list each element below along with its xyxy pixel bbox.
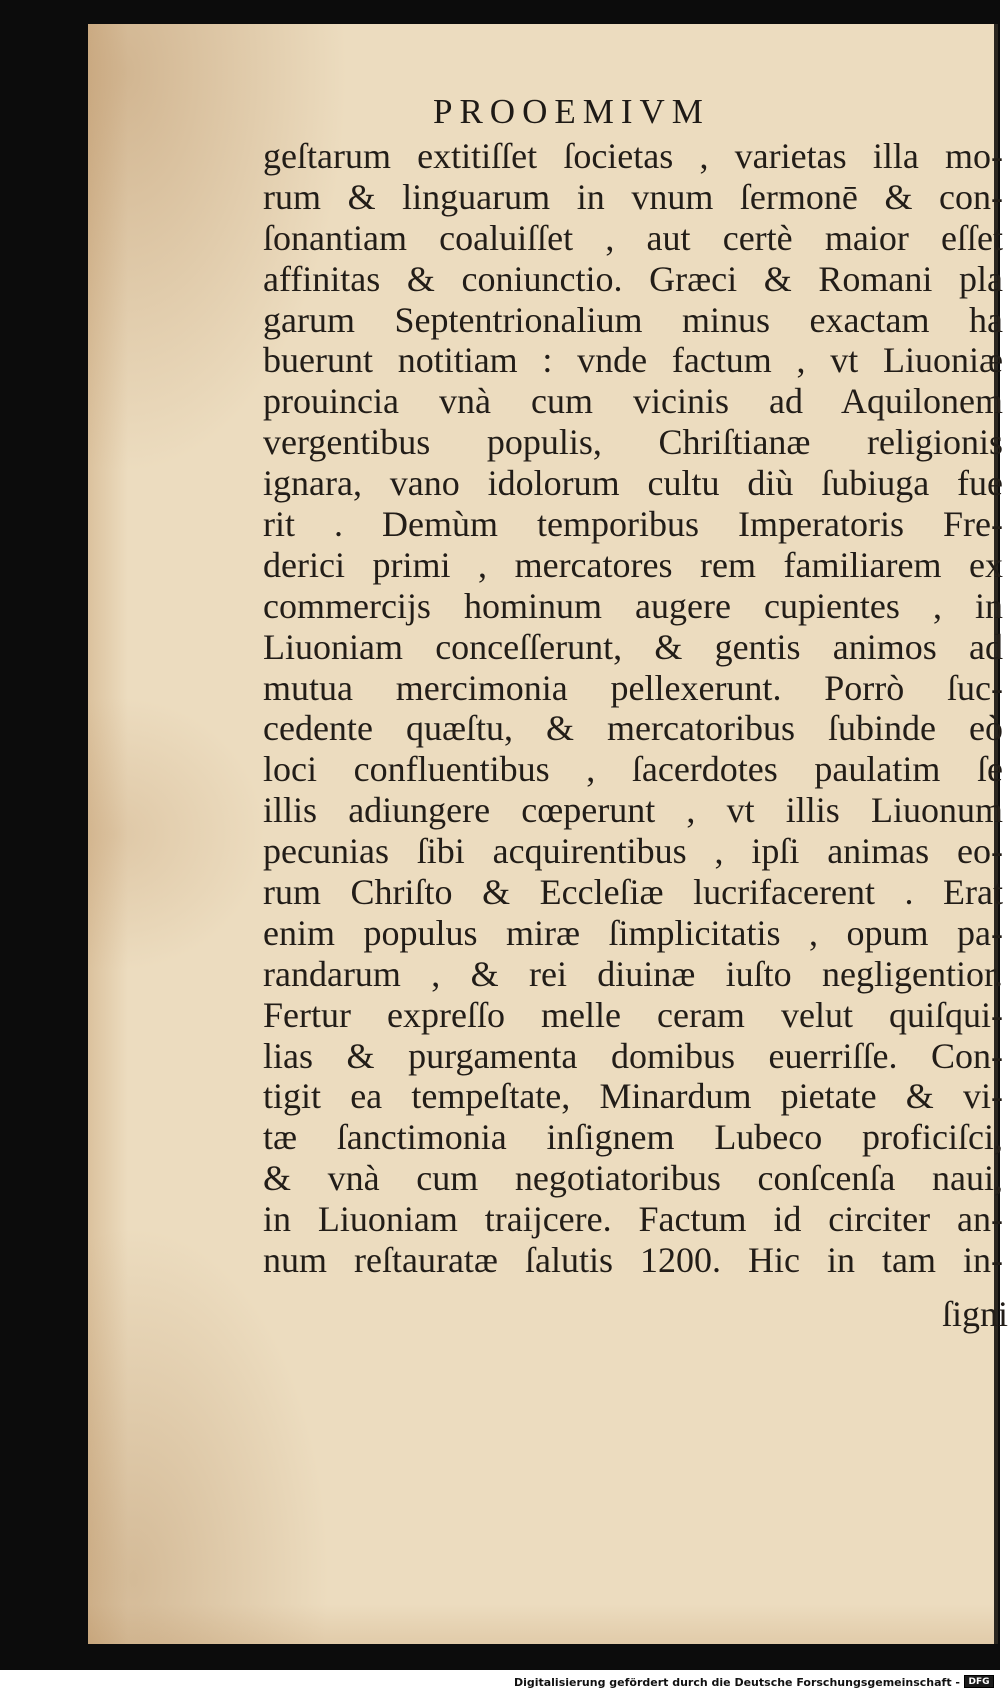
text-line: Liuoniam conceſſerunt, & gentis animos ad (263, 626, 1003, 667)
text-line: commercijs hominum augere cupientes , in (263, 585, 1003, 626)
text-line: affinitas & coniunctio. Græci & Romani pla (263, 258, 1003, 299)
text-line: rum Chriſto & Eccleſiæ lucrifacerent . Erat (263, 872, 1003, 913)
text-line: buerunt notitiam : vnde factum , vt Liuoniæ (263, 340, 1003, 381)
text-line: rum & linguarum in vnum ſermonē & con- (263, 176, 1003, 217)
text-line: loci confluentibus , ſacerdotes paulatim ſe (263, 749, 1003, 790)
text-line: ſonantiam coaluiſſet , aut certè maior eſſet (263, 217, 1003, 258)
text-line: Fertur expreſſo melle ceram velut quiſqui- (263, 994, 1003, 1035)
text-line: num reſtauratæ ſalutis 1200. Hic in tam in- (263, 1240, 1003, 1281)
dfg-logo: DFG (964, 1675, 994, 1688)
running-head: PROOEMIVM (433, 92, 710, 131)
text-line: ignara, vano idolorum cultu diù ſubiuga fue (263, 463, 1003, 504)
text-line: illis adiungere cœperunt , vt illis Liuonum (263, 790, 1003, 831)
text-block (263, 136, 1003, 1281)
book-page (88, 24, 1008, 1644)
text-line: & vnà cum negotiatoribus conſcenſa naui, (263, 1158, 1003, 1199)
text-line: randarum , & rei diuinæ iuſto negligentior. (263, 953, 1003, 994)
text-line: enim populus miræ ſimplicitatis , opum pa- (263, 912, 1003, 953)
text-line: mutua mercimonia pellexerunt. Porrò ſuc- (263, 667, 1003, 708)
footer-credit: Digitalisierung gefördert durch die Deutsche Forschungsgemeinschaft - (513, 1676, 960, 1689)
text-line: derici primi , mercatores rem familiarem ex (263, 544, 1003, 585)
text-line: vergentibus populis, Chriſtianæ religionis (263, 422, 1003, 463)
text-line: tigit ea tempeſtate, Minardum pietate & vi- (263, 1076, 1003, 1117)
footer-bar (0, 1670, 1000, 1695)
catchword: ſigni (942, 1294, 1008, 1334)
text-line: pecunias ſibi acquirentibus , ipſi animas eo- (263, 831, 1003, 872)
text-line: prouincia vnà cum vicinis ad Aquilonem (263, 381, 1003, 422)
text-line: cedente quæſtu, & mercatoribus ſubinde eò (263, 708, 1003, 749)
text-line: garum Septentrionalium minus exactam ha (263, 299, 1003, 340)
text-line: geſtarum extitiſſet ſocietas , varietas illa mo- (263, 136, 1003, 176)
text-line: lias & purgamenta domibus euerriſſe. Con- (263, 1035, 1003, 1076)
text-line: rit . Demùm temporibus Imperatoris Fre- (263, 504, 1003, 545)
text-line: tæ ſanctimonia inſignem Lubeco proficiſci, (263, 1117, 1003, 1158)
text-line: in Liuoniam traijcere. Factum id circiter an- (263, 1199, 1003, 1240)
